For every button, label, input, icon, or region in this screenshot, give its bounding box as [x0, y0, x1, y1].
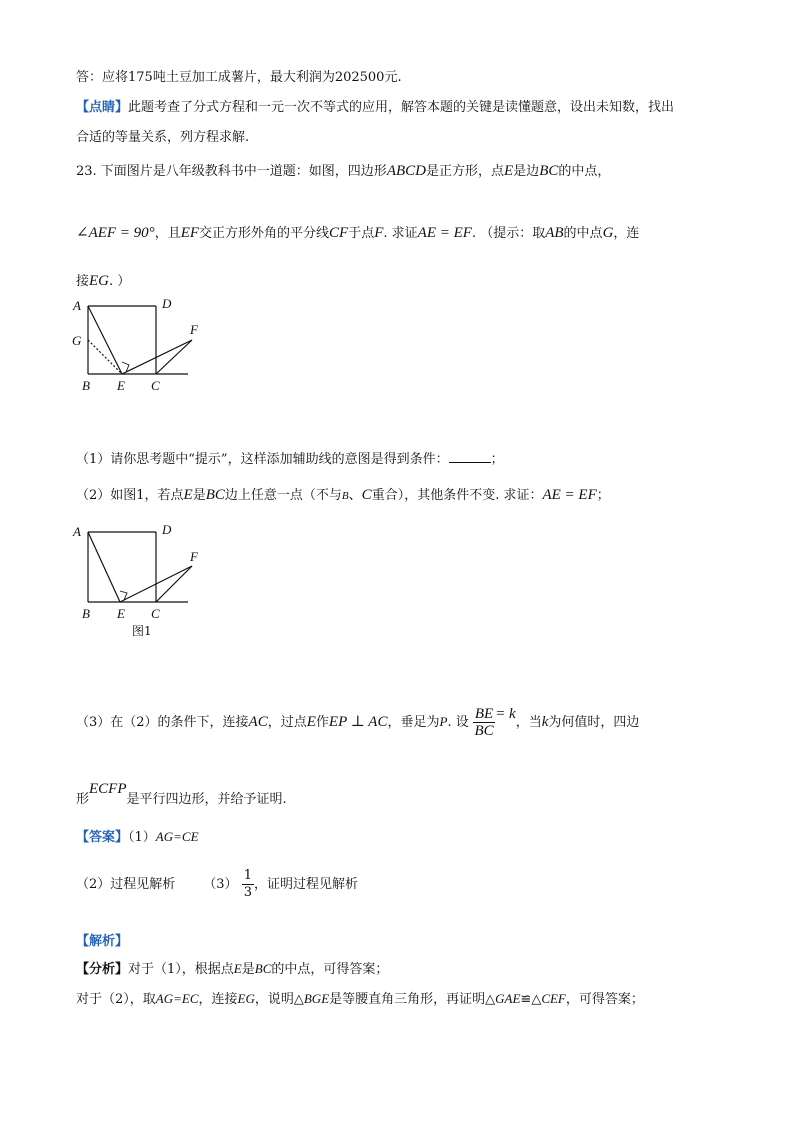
- q23-text: 的中点: [563, 226, 603, 241]
- q23-line-3: [76, 270, 130, 290]
- answer-text: （3）: [203, 877, 238, 892]
- math-ae-eq-ef: AE = EF: [417, 225, 472, 241]
- math-cef: CEF: [541, 991, 566, 1006]
- fig2-caption: 图1: [132, 624, 152, 638]
- fraction-one-third: [242, 868, 254, 901]
- analysis-tag: 【解析】: [76, 934, 129, 949]
- q23-text: 的中点，: [558, 164, 611, 179]
- part3-text: 为何值时，四边: [548, 715, 640, 730]
- analysis-text: 是: [241, 962, 255, 977]
- answer-tag: 【答案】: [76, 830, 129, 845]
- q23-text: 是边: [513, 164, 540, 179]
- part2-text: 、: [348, 488, 362, 503]
- comment-line-2: 合适的等量关系，列方程求解.: [76, 130, 250, 145]
- fig1-label-a: A: [73, 298, 81, 313]
- math-ae-eq-ef: AE = EF: [542, 487, 597, 503]
- math-gae: GAE: [495, 991, 521, 1006]
- fraction-be-over-bc: [473, 706, 495, 739]
- figure-square-with-hint: [66, 292, 206, 400]
- fig2-label-a: A: [73, 524, 81, 539]
- answer-text: ，证明过程见解析: [253, 877, 358, 892]
- math-ag-eq-ec: AG=EC: [155, 991, 199, 1006]
- math-eq-k: = k: [495, 706, 516, 722]
- part2-text: 边上任意一点（不与: [224, 488, 342, 503]
- part3-text: 是平行四边形，并给予证明.: [126, 792, 287, 807]
- math-eg: EG: [237, 991, 255, 1006]
- part3-line-1: [76, 706, 639, 739]
- analysis-text: 对于（1），根据点: [128, 962, 234, 977]
- math-bge: BGE: [303, 991, 330, 1006]
- part3-text: ，当: [515, 715, 542, 730]
- answer-text: （1）: [128, 830, 156, 845]
- fig2-label-f: F: [190, 549, 198, 564]
- part1-text: （1）请你思考题中“提示”，这样添加辅助线的意图是得到条件：: [76, 452, 449, 467]
- part2-text: （2）如图1，若点: [76, 488, 184, 503]
- math-bc: BC: [254, 961, 272, 976]
- analysis-line-2: [76, 988, 644, 1007]
- fig2-label-c: C: [151, 606, 160, 621]
- fig2-label-d: D: [162, 522, 172, 537]
- fig2-label-e: E: [117, 606, 125, 621]
- part2-line: [76, 484, 610, 504]
- fig1-label-b: B: [82, 378, 90, 393]
- math-abcd: ABCD: [386, 163, 426, 179]
- analysis-text: ，可得答案；: [565, 992, 644, 1007]
- math-eg: EG: [89, 273, 110, 289]
- part3-text: 作: [315, 715, 329, 730]
- part1-line: [76, 448, 504, 467]
- math-cf: CF: [329, 225, 349, 241]
- analysis-text: 是等腰直角三角形，再证明△: [329, 992, 496, 1007]
- fig1-label-g: G: [72, 333, 82, 348]
- fraction-numerator: 1: [243, 868, 252, 883]
- comment-tag: 【点睛】: [76, 100, 129, 115]
- part3-text: （3）在（2）的条件下，连接: [76, 715, 249, 730]
- analysis-text: ≌△: [520, 992, 542, 1007]
- analysis-line-1: [76, 958, 388, 977]
- part2-text: 重合），其他条件不变. 求证：: [371, 488, 543, 503]
- math-e: E: [183, 487, 193, 503]
- fraction-denominator: BC: [474, 723, 494, 739]
- q23-text: 23. 下面图片是八年级教科书中一道题：如图，四边形: [76, 164, 387, 179]
- part3-text: . 设: [447, 715, 469, 730]
- part3-text: ，过点: [267, 715, 307, 730]
- q23-text: 交正方形外角的平分线: [199, 226, 330, 241]
- answer-line-1: [76, 826, 199, 845]
- math-e: E: [306, 714, 316, 730]
- fig1-label-f: F: [190, 322, 198, 337]
- q23-text: 是正方形，点: [425, 164, 504, 179]
- comment-text-1: 此题考查了分式方程和一元一次不等式的应用，解答本题的关键是读懂题意，设出未知数，找出: [128, 100, 675, 115]
- math-e: E: [504, 163, 514, 179]
- math-ef: EF: [180, 225, 200, 241]
- math-bc: BC: [539, 163, 559, 179]
- math-ag-eq-ce: AG=CE: [155, 829, 199, 844]
- math-p: P: [439, 714, 448, 729]
- fig1-label-e: E: [117, 378, 125, 393]
- math-e: E: [233, 961, 242, 976]
- fig1-label-d: D: [162, 296, 172, 311]
- math-b: B: [341, 490, 349, 502]
- answer-line-2: [76, 868, 358, 901]
- part2-end: ；: [596, 488, 610, 503]
- part3-text: 形: [76, 792, 90, 807]
- fig1-label-c: C: [151, 378, 160, 393]
- q23-text: . 求证: [383, 226, 418, 241]
- fraction-denominator: 3: [243, 885, 252, 900]
- answer-blank: [449, 450, 491, 463]
- analysis-text: ，连接: [198, 992, 238, 1007]
- answer-text: （2）过程见解析: [76, 877, 176, 892]
- math-ecfp: ECFP: [89, 781, 127, 797]
- q23-text: . ）: [109, 274, 131, 289]
- math-k: k: [541, 714, 549, 730]
- part2-text: 是: [192, 488, 206, 503]
- q23-text: ，且: [154, 226, 181, 241]
- analysis-text: 对于（2），取: [76, 992, 156, 1007]
- analysis-text: 的中点，可得答案；: [271, 962, 389, 977]
- comment-line-1: [76, 96, 674, 115]
- math-bc: BC: [205, 487, 225, 503]
- part3-line-2: [76, 778, 287, 807]
- math-angle-aef: ∠AEF = 90°: [76, 225, 155, 241]
- math-ac: AC: [248, 714, 268, 730]
- math-g: G: [602, 225, 614, 241]
- analysis-text: ，说明△: [254, 992, 304, 1007]
- q23-text: 于点: [348, 226, 375, 241]
- fraction-numerator: BE: [474, 706, 494, 722]
- q23-line-1: [76, 160, 610, 180]
- math-ep-perp-ac: EP ⊥ AC: [328, 714, 388, 730]
- part1-end: ；: [490, 452, 504, 467]
- math-f: F: [374, 225, 384, 241]
- analysis-heading: [76, 930, 128, 949]
- q23-line-2: [76, 222, 639, 242]
- math-c: C: [361, 487, 372, 503]
- part3-text: ，垂足为: [387, 715, 440, 730]
- fig2-label-b: B: [82, 606, 90, 621]
- math-ab: AB: [545, 225, 564, 241]
- q23-text: . （提示：取: [471, 226, 546, 241]
- analysis-sub-tag: 【分析】: [76, 962, 129, 977]
- previous-answer: 答：应将175吨土豆加工成薯片，最大利润为202500元.: [76, 70, 402, 85]
- q23-text: ，连: [613, 226, 640, 241]
- figure-1-square: [66, 518, 206, 646]
- q23-text: 接: [76, 274, 90, 289]
